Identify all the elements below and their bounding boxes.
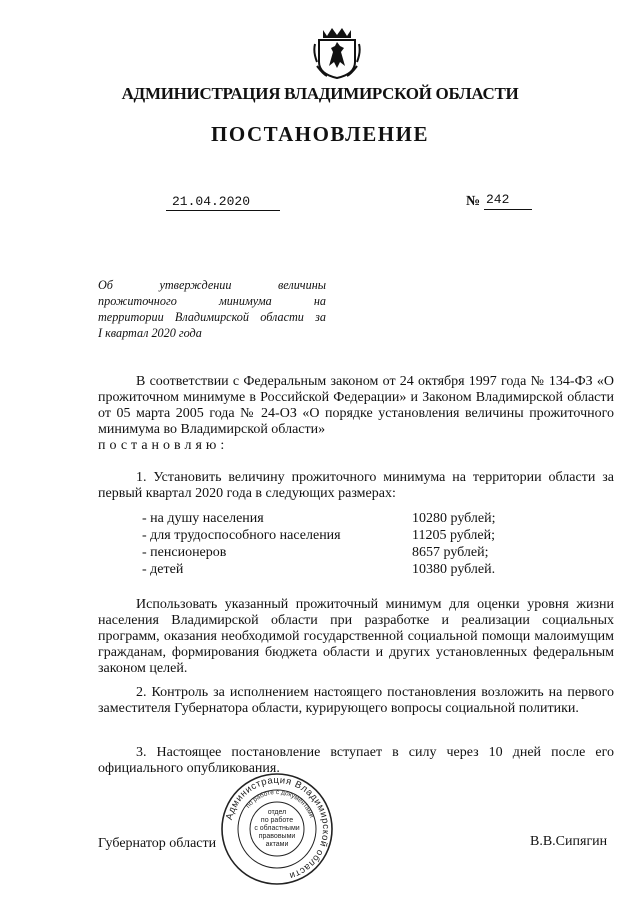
number-label: № [466,194,481,209]
svg-text:с областными: с областными [254,825,300,832]
rate-value: 10380 рублей. [412,562,496,577]
preamble-paragraph: В соответствии с Федеральным законом от 24 октября 1997 года № 134-ФЗ «О прожиточном минимуме в Российской Федерации» и Законом Владимирской области от 05 марта 2005 года № 24-ОЗ «О порядке установления величины прожиточного минимума во Владимирской области» [98,374,614,437]
subject-line: прожиточного минимума на [98,294,326,308]
svg-text:по работе: по работе [260,817,294,824]
rate-label: - для трудоспособного населения [142,528,341,543]
svg-text:Администрация Владимирской обл: Администрация Владимирской области [223,774,332,882]
rate-label: - на душу населения [142,511,264,526]
rate-value: 10280 рублей; [412,511,496,526]
rate-label: - детей [142,562,184,577]
document-type: ПОСТАНОВЛЕНИЕ [211,122,429,146]
svg-text:актами: актами [265,841,289,848]
subject-line: территории Владимирской области за [98,310,326,324]
item-2-paragraph: 2. Контроль за исполнением настоящего постановления возложить на первого заместителя Губернатора области, курирующего вопросы социальной политики. [98,685,614,716]
coat-of-arms-icon [313,22,361,80]
svg-text:по работе с документами: по работе с документами [244,788,315,819]
subject-line: Об утверждении величины [98,278,326,292]
signatory-name: В.В.Сипягин [530,834,608,849]
document-number: 242 [484,192,532,210]
decree-word: постановляю: [98,438,229,453]
svg-text:отдел: отдел [267,809,287,816]
item-3-paragraph: 3. Настоящее постановление вступает в силу через 10 дней после его официального опубликования. [98,745,614,776]
organization-name: АДМИНИСТРАЦИЯ ВЛАДИМИРСКОЙ ОБЛАСТИ [121,84,519,103]
item-1-paragraph: 1. Установить величину прожиточного минимума на территории области за первый квартал 2020 года в следующих размерах: [98,470,614,501]
rate-value: 8657 рублей; [412,545,489,560]
svg-text:правовыми: правовыми [258,833,296,840]
subject-line: I квартал 2020 года [98,326,202,340]
document-date: 21.04.2020 [166,194,280,211]
usage-paragraph: Использовать указанный прожиточный минимум для оценки уровня жизни населения Владимирской области при разработке и реализации социальных программ, оказания необходимой государственной социальной помощи малоимущим гражданам, формирования бюджета области и других установленных федеральным законом целей. [98,597,614,676]
official-stamp [220,772,334,886]
document-subject [98,277,326,341]
rate-value: 11205 рублей; [412,528,495,543]
signatory-position: Губернатор области [98,836,217,851]
rate-label: - пенсионеров [142,545,227,560]
